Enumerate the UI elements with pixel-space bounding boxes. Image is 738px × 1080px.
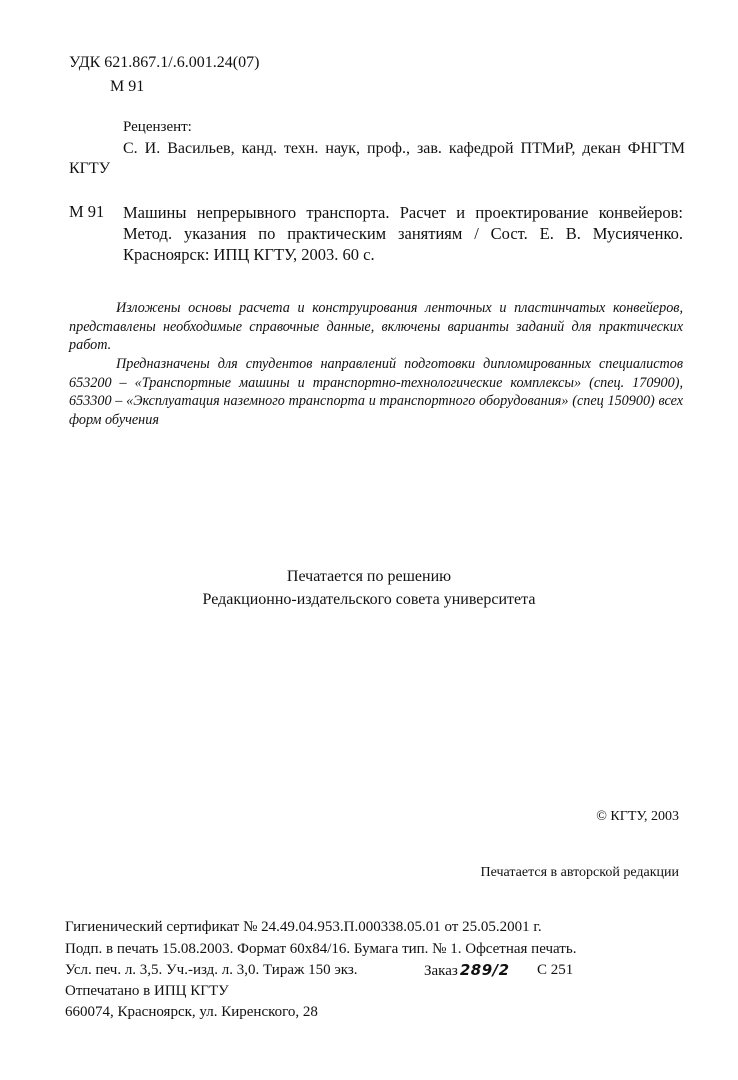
reviewer-label: Рецензент: xyxy=(123,119,192,135)
print-code: С 251 xyxy=(537,962,574,978)
order-number-handwritten: 289/2 xyxy=(459,961,510,979)
publication-decision-line: Печатается по решению xyxy=(286,568,452,585)
reviewer-text: С. И. Васильев, канд. техн. наук, проф., зав. кафедрой ПТМиР, декан ФНГТМ КГТУ xyxy=(69,140,685,177)
printer-address: 660074, Красноярск, ул. Киренского, 28 xyxy=(65,1004,318,1020)
printed-at: Отпечатано в ИПЦ КГТУ xyxy=(65,983,229,999)
order-label: Заказ xyxy=(424,963,458,979)
abstract-paragraph: Предназначены для студентов направлений подготовки дипломированных специалистов 653200 – «Транспортные машины и транспортно-технологические комплексы» (спец. 170900), 653300 – «Эксплуатация наземного транспорта и транспортного оборудования» (спец 150900) всех форм обучения xyxy=(69,356,683,428)
copyright-notice: © КГТУ, 2003 xyxy=(596,809,679,824)
abstract-paragraph: Изложены основы расчета и конструирования ленточных и пластинчатых конвейеров, представлены необходимые справочные данные, включены варианты заданий для практических работ. xyxy=(69,300,683,354)
bibliography-text: Машины непрерывного транспорта. Расчет и проектирование конвейеров: Метод. указания по практическим занятиям / Сост. Е. В. Мусияченко. Красноярск: ИПЦ КГТУ, 2003. 60 с. xyxy=(123,203,683,264)
publication-decision-line: Редакционно-издательского совета университета xyxy=(202,591,536,608)
print-sheets-info: Усл. печ. л. 3,5. Уч.-изд. л. 3,0. Тираж 150 экз. xyxy=(65,962,358,978)
udk-code: УДК 621.867.1/.6.001.24(07) xyxy=(69,54,260,71)
author-edition-note: Печатается в авторской редакции xyxy=(480,865,679,880)
author-sign-code: М 91 xyxy=(110,78,145,95)
hygiene-certificate: Гигиенический сертификат № 24.49.04.953.П.000338.05.01 от 25.05.2001 г. xyxy=(65,919,542,935)
bibliography-code: М 91 xyxy=(69,202,105,221)
print-signed-info: Подп. в печать 15.08.2003. Формат 60x84/16. Бумага тип. № 1. Офсетная печать. xyxy=(65,941,577,957)
order-info xyxy=(424,961,510,981)
